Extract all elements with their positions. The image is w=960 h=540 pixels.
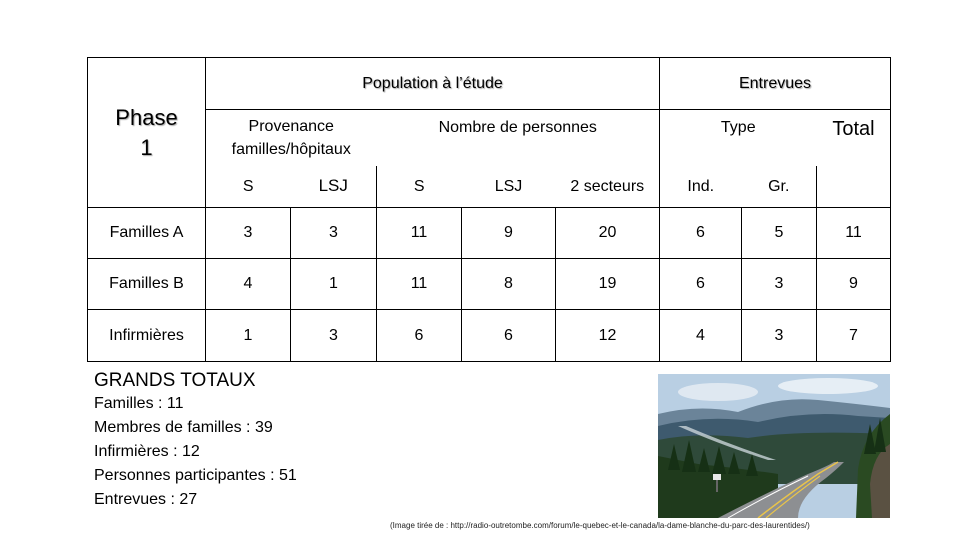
- table-cell: 11: [377, 259, 462, 310]
- table-cell: 8: [462, 259, 556, 310]
- table-cell: 3: [291, 208, 377, 259]
- grand-totals: [94, 370, 297, 512]
- table-cell: 11: [817, 208, 891, 259]
- road-photo: [658, 374, 890, 518]
- table-cell: 3: [742, 310, 817, 362]
- table-row: [88, 208, 891, 259]
- image-credit: (Image tirée de : http://radio-outretombe.com/forum/le-quebec-et-le-canada/la-dame-blanche-du-parc-des-laurentides/): [390, 521, 810, 530]
- table-cell: 20: [556, 208, 660, 259]
- total-line: Entrevues : 27: [94, 491, 198, 508]
- total-line: Infirmières : 12: [94, 443, 200, 460]
- population-table: [87, 57, 891, 362]
- phase-cell: [88, 58, 206, 208]
- population-title: Population à l’étude: [206, 58, 660, 110]
- table-cell: 4: [660, 310, 742, 362]
- table-cell: 5: [742, 208, 817, 259]
- phase-number: 1: [140, 134, 153, 160]
- total-line: Personnes participantes : 51: [94, 467, 297, 484]
- table-cell: 1: [291, 259, 377, 310]
- sub-header-lsj1: LSJ: [291, 166, 377, 208]
- entrevues-title: Entrevues: [660, 58, 891, 110]
- table-row: [88, 259, 891, 310]
- nombre-header: Nombre de personnes: [377, 110, 660, 166]
- phase-label: Phase: [115, 104, 178, 130]
- provenance-header: [206, 110, 377, 166]
- table-cell: 6: [660, 259, 742, 310]
- sub-header-gr: Gr.: [742, 166, 817, 208]
- total-line: Membres de familles : 39: [94, 419, 273, 436]
- provenance-line-1: Provenance: [248, 117, 334, 135]
- table-cell: 9: [817, 259, 891, 310]
- sub-header-s1: S: [206, 166, 291, 208]
- sub-header-lsj2: LSJ: [462, 166, 556, 208]
- total-line: Familles : 11: [94, 395, 184, 412]
- table-cell: 6: [660, 208, 742, 259]
- row-label: Familles B: [88, 259, 206, 310]
- provenance-line-2: familles/hôpitaux: [231, 140, 351, 158]
- table-cell: 19: [556, 259, 660, 310]
- grand-totals-heading: GRANDS TOTAUX: [94, 370, 256, 391]
- table-cell: 12: [556, 310, 660, 362]
- table-cell: 3: [206, 208, 291, 259]
- table-cell: 11: [377, 208, 462, 259]
- table-cell: 9: [462, 208, 556, 259]
- table-cell: 6: [377, 310, 462, 362]
- total-header: Total: [817, 110, 891, 208]
- table-cell: 3: [291, 310, 377, 362]
- table-row: [88, 310, 891, 362]
- sub-header-s2: S: [377, 166, 462, 208]
- table-cell: 4: [206, 259, 291, 310]
- row-label: Familles A: [88, 208, 206, 259]
- table-cell: 7: [817, 310, 891, 362]
- row-label: Infirmières: [88, 310, 206, 362]
- table-cell: 6: [462, 310, 556, 362]
- sub-header-2-secteurs: 2 secteurs: [556, 166, 660, 208]
- road-landscape-image: [658, 374, 890, 518]
- table-cell: 1: [206, 310, 291, 362]
- sub-header-ind: Ind.: [660, 166, 742, 208]
- table-cell: 3: [742, 259, 817, 310]
- type-header: Type: [660, 110, 817, 166]
